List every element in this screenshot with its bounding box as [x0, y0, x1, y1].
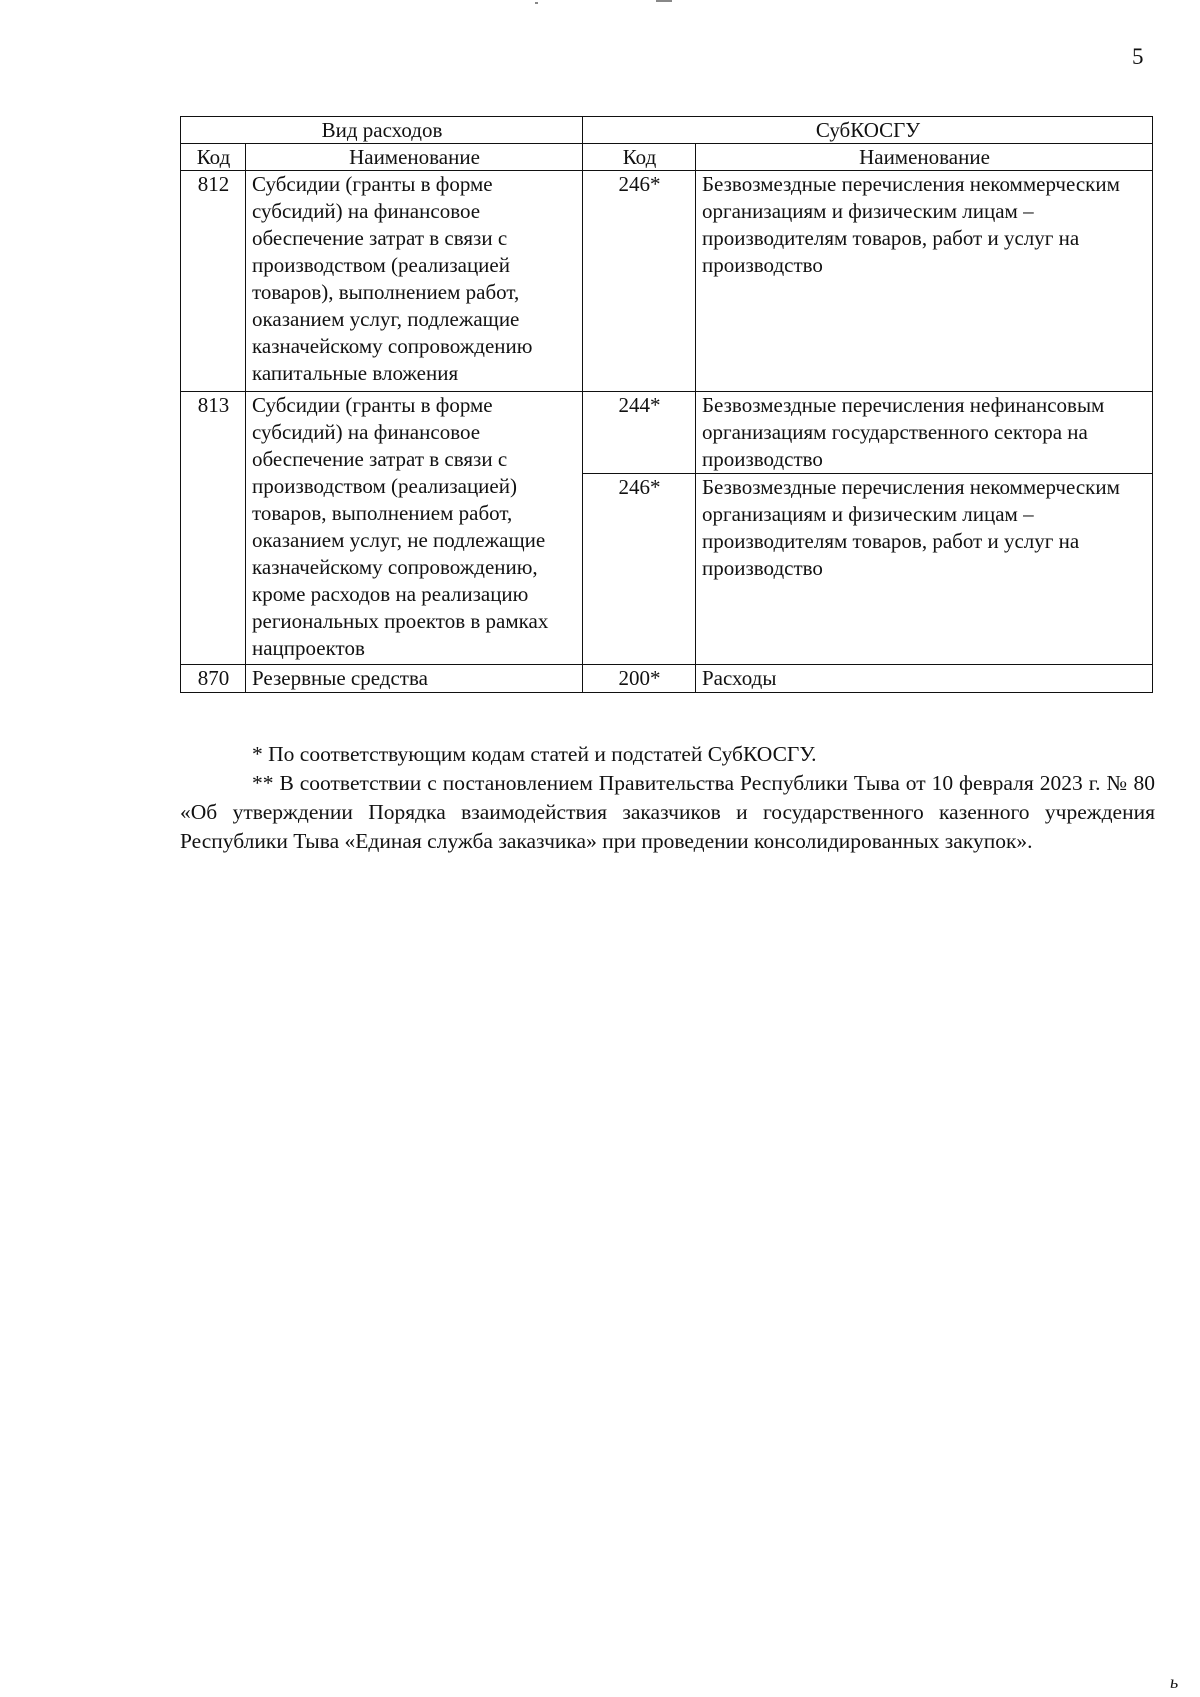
- subkosgu-code: 246*: [583, 474, 696, 665]
- table-group-header-row: [181, 117, 1153, 144]
- subkosgu-code: 244*: [583, 392, 696, 474]
- group-header-subkosgu: СубКОСГУ: [583, 117, 1153, 144]
- subkosgu-name: Безвозмездные перечисления некоммерческим организациям и физическим лицам – производителям товаров, работ и услуг на производство: [696, 171, 1153, 392]
- expense-code: 812: [181, 171, 246, 392]
- table-row: [181, 665, 1153, 693]
- scan-artifact: [656, 0, 672, 2]
- expense-code: 813: [181, 392, 246, 665]
- subkosgu-name: Безвозмездные перечисления некоммерческим организациям и физическим лицам – производителям товаров, работ и услуг на производство: [696, 474, 1153, 665]
- column-header-code: Код: [181, 144, 246, 171]
- scan-artifact: [535, 2, 538, 4]
- column-header-sub-code: Код: [583, 144, 696, 171]
- table-row: [181, 392, 1153, 474]
- column-header-name: Наименование: [246, 144, 583, 171]
- subkosgu-name: Расходы: [696, 665, 1153, 693]
- page-number: 5: [1132, 44, 1144, 69]
- table-row: [181, 171, 1153, 392]
- expense-types-table: [180, 116, 1153, 693]
- subkosgu-code: 246*: [583, 171, 696, 392]
- expense-name: Субсидии (гранты в форме субсидий) на финансовое обеспечение затрат в связи с производством (реализацией товаров), выполнением работ, оказанием услуг, подлежащие казначейскому сопровождению капитальные вложения: [246, 171, 583, 392]
- expense-code: 870: [181, 665, 246, 693]
- subkosgu-name: Безвозмездные перечисления нефинансовым организациям государственного сектора на производство: [696, 392, 1153, 474]
- footnotes: [180, 740, 1155, 856]
- column-header-sub-name: Наименование: [696, 144, 1153, 171]
- expense-name: Резервные средства: [246, 665, 583, 693]
- subkosgu-code: 200*: [583, 665, 696, 693]
- group-header-expense-type: Вид расходов: [181, 117, 583, 144]
- expense-name: Субсидии (гранты в форме субсидий) на финансовое обеспечение затрат в связи с производством (реализацией) товаров, выполнением работ, оказанием услуг, не подлежащие казначейскому сопровождению, кроме расходов на реализацию региональных проектов в рамках нацпроектов: [246, 392, 583, 665]
- table-column-header-row: [181, 144, 1153, 171]
- footnote-1: * По соответствующим кодам статей и подстатей СубКОСГУ.: [252, 742, 817, 766]
- corner-mark: ь: [1170, 1672, 1179, 1692]
- footnote-2: ** В соответствии с постановлением Правительства Республики Тыва от 10 февраля 2023 г. № 80 «Об утверждении Порядка взаимодействия заказчиков и государственного казенного учреждения Республики Тыва «Единая служба заказчика» при проведении консолидированных закупок».: [180, 771, 1155, 853]
